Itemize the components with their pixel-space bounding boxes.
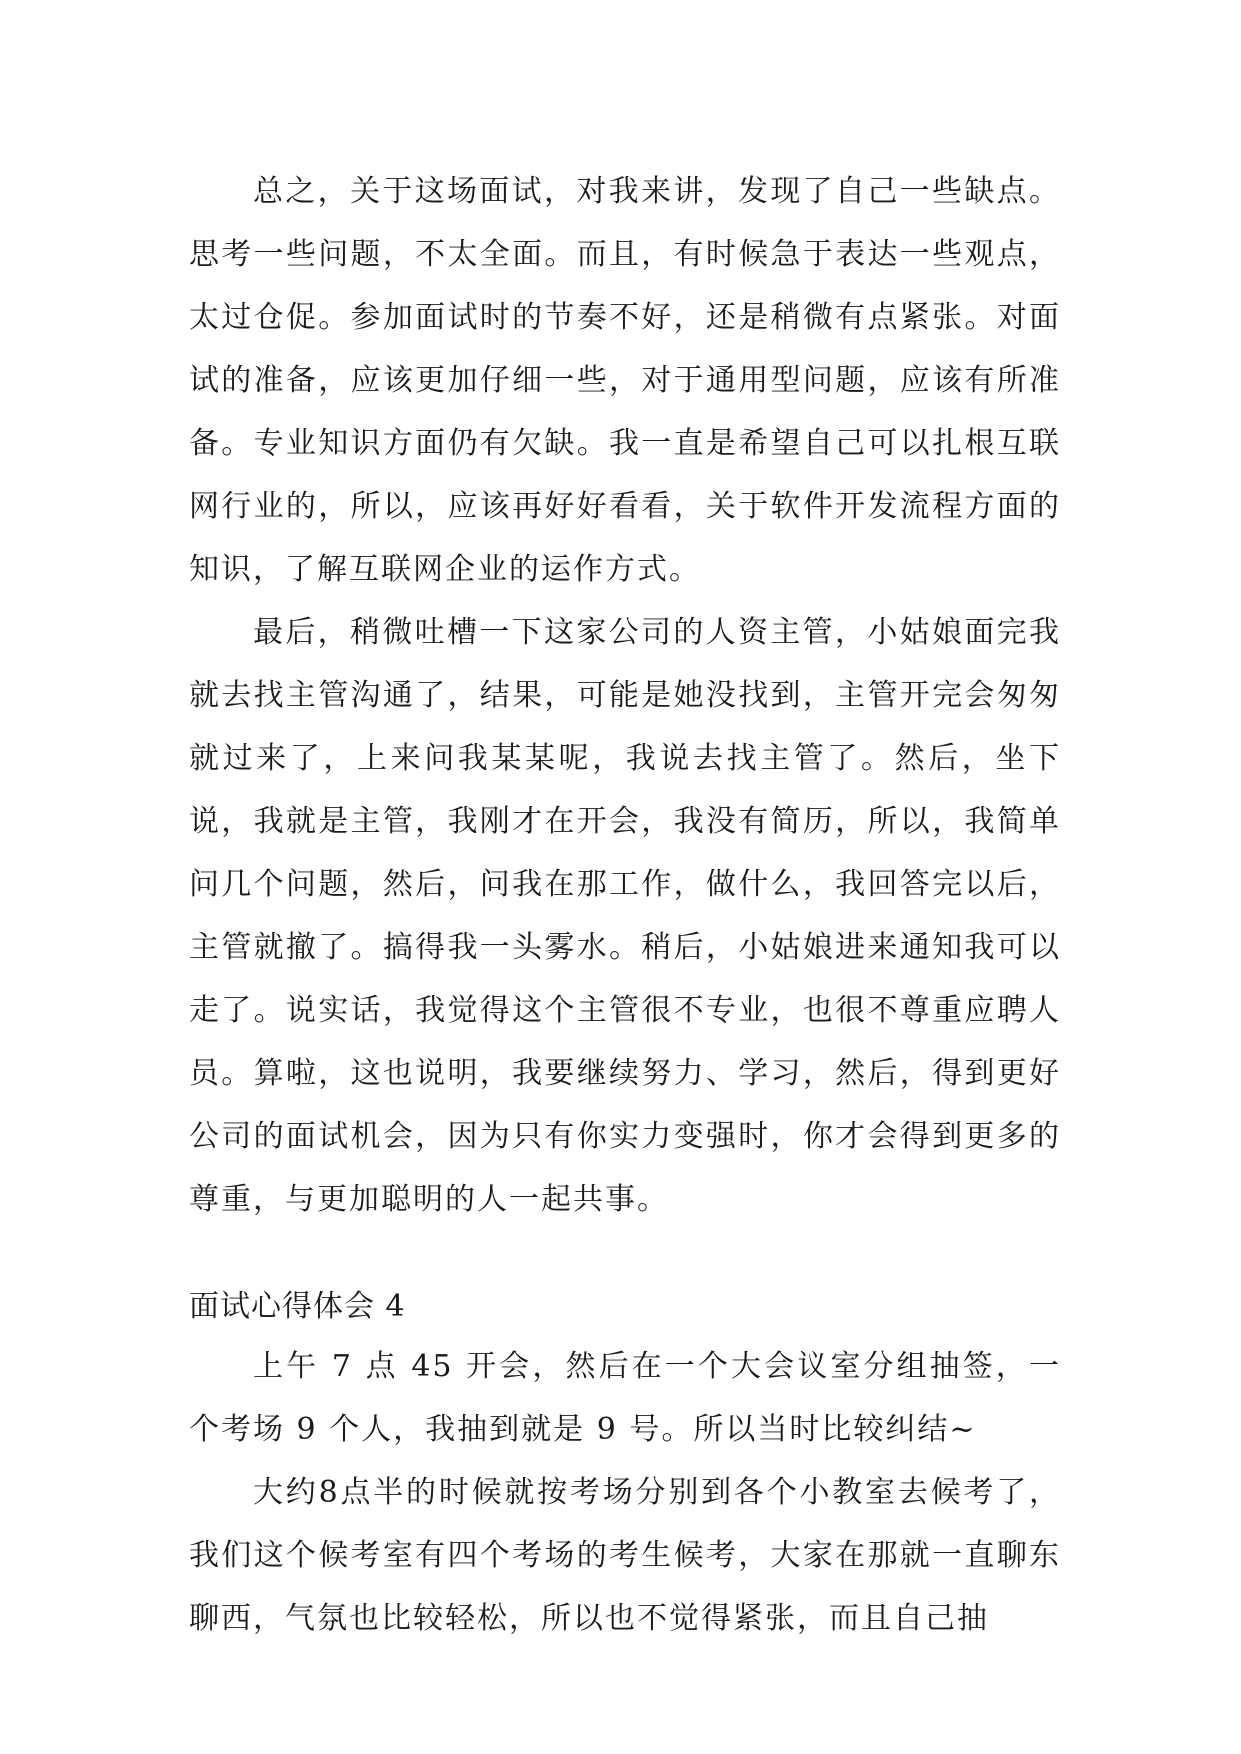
paragraph-summary: 总之，关于这场面试，对我来讲，发现了自己一些缺点。思考一些问题，不太全面。而且，有时候急于表达一些观点，太过仓促。参加面试时的节奏不好，还是稍微有点紧张。对面试的准备，应该更加仔细一些，对于通用型问题，应该有所准备。专业知识方面仍有欠缺。我一直是希望自己可以扎根互联网行业的，所以，应该再好好看看，关于软件开发流程方面的知识，了解互联网企业的运作方式。 xyxy=(189,174,1061,587)
section-title: 面试心得体会 4 xyxy=(189,1289,406,1324)
paragraph-complaint: 最后，稍微吐槽一下这家公司的人资主管，小姑娘面完我就去找主管沟通了，结果，可能是她没找到，主管开完会匆匆就过来了，上来问我某某呢，我说去找主管了。然后，坐下说，我就是主管，我刚才在开会，我没有简历，所以，我简单问几个问题，然后，问我在那工作，做什么，我回答完以后，主管就撤了。搞得我一头雾水。稍后，小姑娘进来通知我可以走了。说实话，我觉得这个主管很不专业，也很不尊重应聘人员。算啦，这也说明，我要继续努力、学习，然后，得到更好公司的面试机会，因为只有你实力变强时，你才会得到更多的尊重，与更加聪明的人一起共事。 xyxy=(189,615,1061,1217)
paragraph-morning-meeting: 上午 7 点 45 开会，然后在一个大会议室分组抽签，一个考场 9 个人，我抽到就是 9 号。所以当时比较纠结~ xyxy=(189,1349,1061,1447)
document-body xyxy=(189,160,1061,1650)
paragraph-waiting-room: 大约8点半的时候就按考场分别到各个小教室去候考了，我们这个候考室有四个考场的考生候考，大家在那就一直聊东聊西，气氛也比较轻松，所以也不觉得紧张，而且自己抽 xyxy=(189,1475,1061,1636)
